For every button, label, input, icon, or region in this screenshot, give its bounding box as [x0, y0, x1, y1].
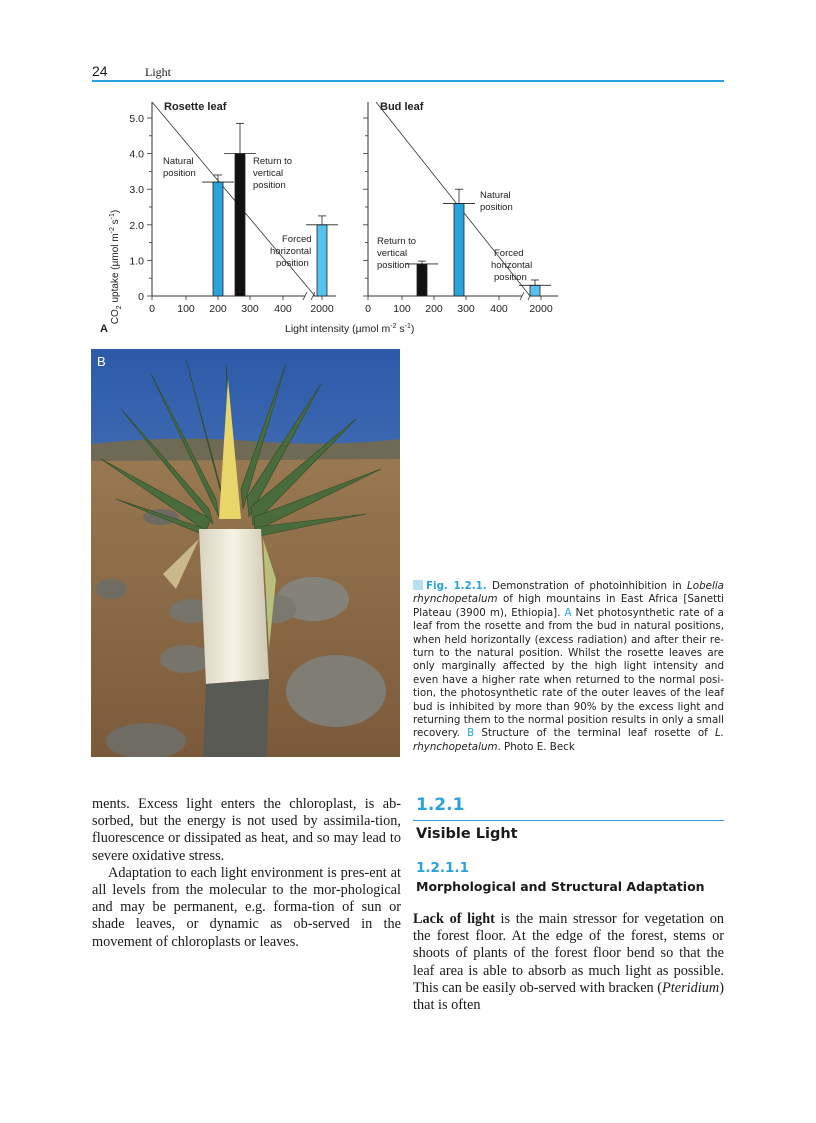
bar-annotation: position: [276, 258, 309, 269]
x-tick-label: 0: [365, 303, 371, 315]
bar-annotation: horizontal: [491, 260, 533, 271]
caption-species-1: Lobelia rhynchopetalum: [413, 580, 724, 606]
x-tick-label: 100: [393, 303, 411, 315]
bar-annotation: position: [253, 180, 286, 191]
bar-1-2: [530, 285, 540, 296]
y-tick-label: 1.0: [129, 255, 144, 268]
bar-1-1: [454, 203, 464, 296]
bar-annotation: Return to: [377, 236, 417, 247]
left-paragraph-1: ments. Excess light enters the chloroplast, is ab-sorbed, but the energy is not used by assimila-tion, fluorescence or dissipated as heat, and so may lead to severe oxidative stress.: [92, 796, 401, 864]
bar-annotation: position: [480, 202, 513, 213]
caption-text-5: . Photo E. Beck: [497, 740, 575, 753]
bar-annotation: Forced: [494, 248, 524, 259]
bar-annotation: Natural: [163, 156, 194, 167]
caption-fig-label: Fig. 1.2.1.: [426, 580, 487, 592]
figure-caption: [413, 580, 724, 754]
x-tick-label: 300: [457, 303, 475, 315]
x-tick-label: 400: [490, 303, 508, 315]
axis-break-0: [303, 292, 315, 300]
x-axis-label: Light intensity (µmol $m^{-2}$ $s^{-1}$): [285, 323, 415, 335]
y-tick-label: 4.0: [129, 148, 144, 161]
left-column: [92, 796, 401, 951]
right-column: [413, 911, 724, 1014]
x-tick-label: 400: [274, 303, 292, 315]
bar-annotation: vertical: [377, 248, 408, 259]
figure-a-chart: [90, 92, 570, 342]
bar-1-0: [417, 264, 427, 296]
section-number: 1.2.1: [416, 795, 465, 815]
bar-annotation: Forced: [282, 234, 312, 245]
bold-lead: Lack of light: [413, 911, 495, 927]
panel-b-label: B: [97, 354, 106, 369]
x-tick-label: 100: [177, 303, 195, 315]
right-text-2: ) that is often: [413, 979, 724, 1014]
y-tick-label: 3.0: [129, 184, 144, 197]
caption-text-3: Net photosynthetic rate of a leaf from the rosette and from the bud in natural positions, when held horizontally (excess radiation) and after their re-turn to the natural position. Whilst the rosette leaves are only marginally affected by the high light intensity and even have a higher rate when returned to the normal posi-tion, the photosynthetic rate of the outer leaves of the leaf bud is inhibited by more than 90% by the excess light and returning them to the normal position results in only a small recovery.: [413, 606, 724, 740]
caption-text-2: of high mountains in East Africa [Sanetti Plateau (3900 m), Ethiopia].: [413, 593, 725, 619]
genus-name: Pteridium: [662, 979, 720, 996]
bar-annotation: Return to: [253, 156, 293, 167]
x-tick-label: 300: [241, 303, 259, 315]
section-rule: [413, 820, 724, 821]
right-text-1: is the main stressor for vegetation on the forest floor. At the edge of the forest, stems or shoots of plants of the forest floor bend so that the leaf area is able to absorb as much light as possible. This can be easily ob-served with bracken (: [413, 911, 724, 996]
section-title: Visible Light: [416, 826, 518, 842]
caption-text-4: Structure of the terminal leaf rosette of: [481, 727, 708, 740]
subsection-number: 1.2.1.1: [416, 860, 469, 876]
caption-square-icon: [413, 580, 423, 590]
bar-0-2: [317, 225, 327, 296]
bar-annotation: position: [377, 260, 410, 271]
bar-annotation: Natural: [480, 190, 511, 201]
subsection-title: Morphological and Structural Adaptation: [416, 879, 705, 894]
header-rule: [92, 80, 724, 82]
caption-text-1: Demonstration of photoinhibition in: [492, 580, 682, 592]
panel-a-label: A: [100, 323, 108, 335]
bar-annotation: horizontal: [270, 246, 312, 257]
figure-b-photo: [91, 349, 400, 757]
lobelia-photo-illustration: [91, 349, 400, 757]
y-tick-label: 2.0: [129, 219, 144, 232]
y-tick-label: 5.0: [129, 113, 144, 125]
bar-annotation: vertical: [253, 168, 284, 179]
x-tick-label: 2000: [310, 303, 334, 315]
y-tick-label: 0: [138, 291, 144, 303]
running-title: Light: [145, 65, 171, 79]
x-tick-label: 2000: [529, 303, 553, 315]
bar-0-0: [213, 182, 223, 296]
page-number: 24: [92, 63, 108, 79]
chart-title-1: Bud leaf: [380, 101, 424, 113]
caption-b-label: B: [467, 727, 475, 740]
x-tick-label: 200: [209, 303, 227, 315]
caption-species-2: L. rhynchopetalum: [413, 727, 724, 753]
x-tick-label: 0: [149, 303, 155, 315]
bar-0-1: [235, 154, 245, 296]
y-axis-label: $CO_2$ uptake (µmol $m^{-2}$ $s^{-1}$): [109, 209, 123, 325]
left-paragraph-2: Adaptation to each light environment is pres-ent at all levels from the molecular to the mor-phological and may be permanent, e.g. forma-tion of sun or shade leaves, or dynamic as ob-served in the movement of chloroplasts or leaves.: [92, 864, 401, 950]
bar-annotation: position: [494, 272, 527, 283]
caption-a-label: A: [564, 606, 572, 619]
bar-annotation: position: [163, 168, 196, 179]
right-paragraph-1: [413, 911, 724, 1014]
chart-title-0: Rosette leaf: [164, 101, 227, 113]
x-tick-label: 200: [425, 303, 443, 315]
